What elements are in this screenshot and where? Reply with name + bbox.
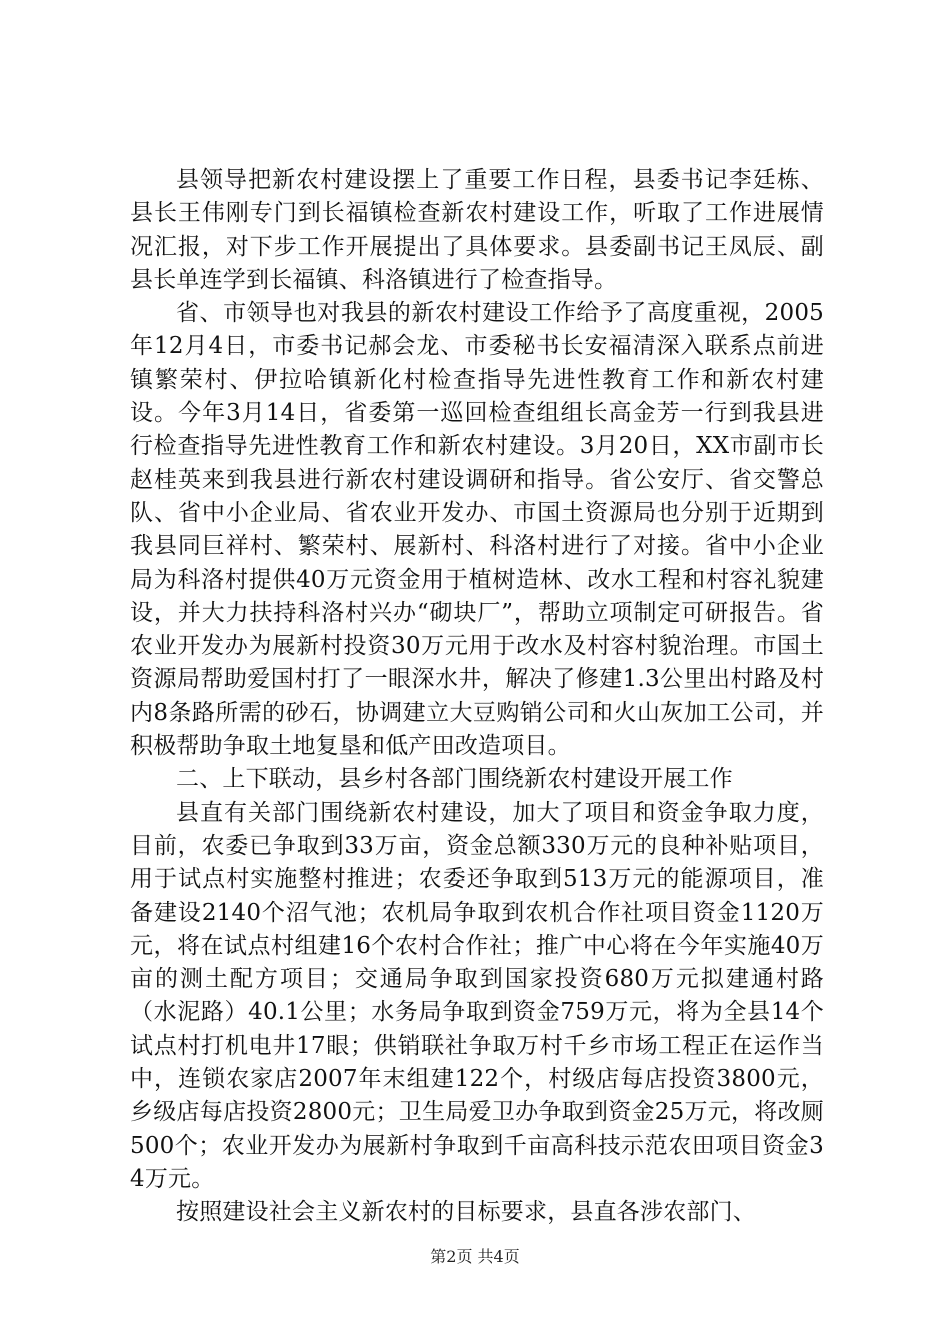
document-body [130, 164, 824, 1230]
paragraph-department-projects: 县直有关部门围绕新农村建设，加大了项目和资金争取力度，目前，农委已争取到33万亩，资金总额330万元的良种补贴项目，用于试点村实施整村推进；农委还争取到513万元的能源项目，准备建设2140个沼气池；农机局争取到农机合作社项目资金1120万元，将在试点村组建16个农村合作社；推广中心将在今年实施40万亩的测土配方项目；交通局争取到国家投资680万元拟建通村路（水泥路）40.1公里；水务局争取到资金759万元，将为全县14个试点村打机电井17眼；供销联社争取万村千乡市场工程正在运作当中，连锁农家店2007年末组建122个，村级店每店投资3800元，乡级店每店投资2800元；卫生局爱卫办争取到资金25万元，将改厕500个；农业开发办为展新村争取到千亩高科技示范农田项目资金34万元。 [130, 799, 824, 1192]
section-heading: 二、上下联动，县乡村各部门围绕新农村建设开展工作 [176, 766, 733, 793]
paragraph-target-requirements: 按照建设社会主义新农村的目标要求，县直各涉农部门、 [176, 1199, 756, 1226]
page-number-footer: 第2页 共4页 [430, 1247, 520, 1266]
paragraph-leaders-schedule: 县领导把新农村建设摆上了重要工作日程，县委书记李廷栋、县长王伟刚专门到长福镇检查新农村建设工作，听取了工作进展情况汇报，对下步工作开展提出了具体要求。县委副书记王凤辰、副县长单连学到长福镇、科洛镇进行了检查指导。 [130, 167, 824, 293]
paragraph-provincial-attention: 省、市领导也对我县的新农村建设工作给予了高度重视，2005年12月4日，市委书记郝会龙、市委秘书长安福清深入联系点前进镇繁荣村、伊拉哈镇新化村检查指导先进性教育工作和新农村建设。今年3月14日，省委第一巡回检查组组长高金芳一行到我县进行检查指导先进性教育工作和新农村建设。3月20日，XX市副市长赵桂英来到我县进行新农村建设调研和指导。省公安厅、省交警总队、省中小企业局、省农业开发办、市国土资源局也分别于近期到我县同巨祥村、繁荣村、展新村、科洛村进行了对接。省中小企业局为科洛村提供40万元资金用于植树造林、改水工程和村容礼貌建设，并大力扶持科洛村兴办“砌块厂”，帮助立项制定可研报告。省农业开发办为展新村投资30万元用于改水及村容村貌治理。市国土资源局帮助爱国村打了一眼深水井，解决了修建1.3公里出村路及村内8条路所需的砂石，协调建立大豆购销公司和火山灰加工公司，并积极帮助争取土地复垦和低产田改造项目。 [130, 300, 824, 760]
